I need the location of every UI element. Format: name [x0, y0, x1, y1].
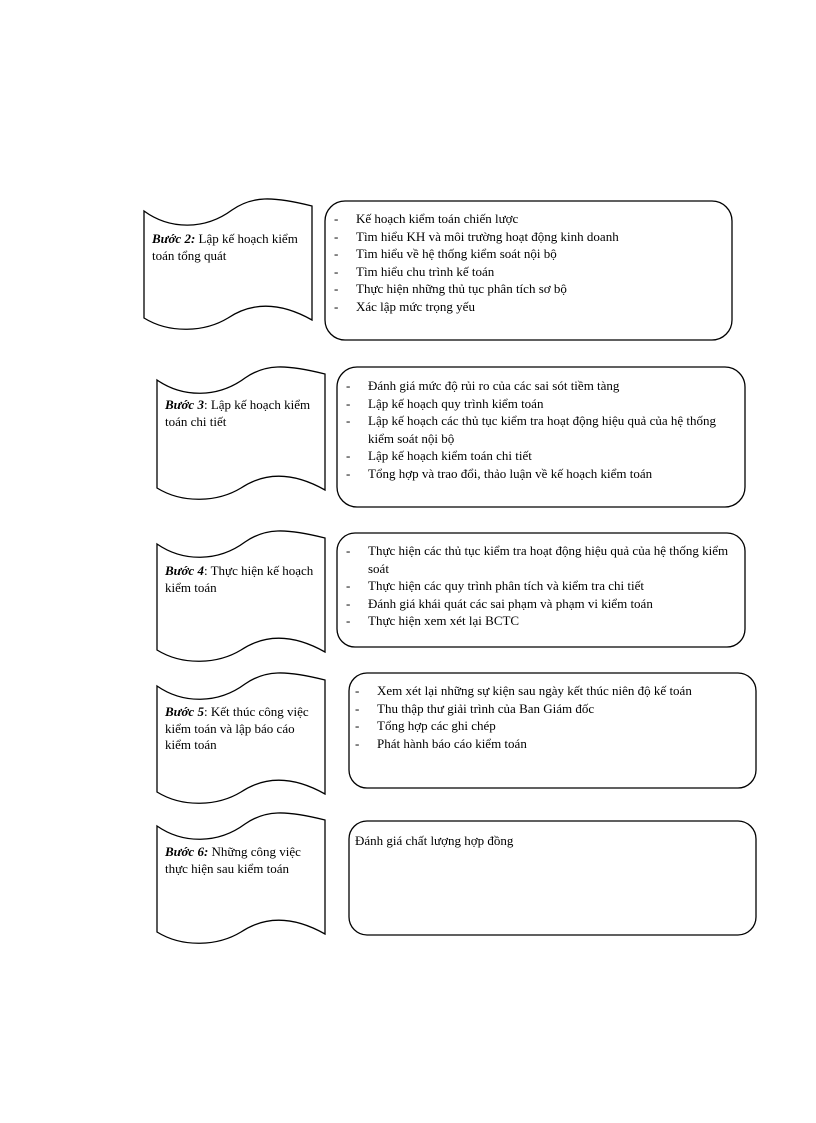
- task-item: - Thực hiện các thủ tục kiểm tra hoạt động hiệu quả của hệ thống kiểm soát: [346, 542, 738, 577]
- task-item: - Phát hành báo cáo kiểm toán: [355, 735, 750, 753]
- task-item: - Thực hiện những thủ tục phân tích sơ bộ: [334, 280, 726, 298]
- step-5-title: : Kết thúc công việc kiểm toán và lập báo cáo kiểm toán: [165, 704, 309, 752]
- step-6-title: Những công việc thực hiện sau kiểm toán: [165, 844, 301, 876]
- task-item: - Thực hiện các quy trình phân tích và kiểm tra chi tiết: [346, 577, 738, 595]
- step-6-number: Bước 6:: [165, 844, 209, 859]
- step-4-document-shape: [157, 531, 325, 661]
- step-5-number: Bước 5: [165, 704, 204, 719]
- step-4-tasks: [346, 542, 738, 630]
- task-item: - Tìm hiểu chu trình kế toán: [334, 263, 726, 281]
- step-6-document-shape: [157, 813, 325, 943]
- task-item: - Lập kế hoạch kiểm toán chi tiết: [346, 447, 738, 465]
- task-item: - Xem xét lại những sự kiện sau ngày kết thúc niên độ kế toán: [355, 682, 750, 700]
- step-5-tasks: [355, 682, 750, 752]
- step-4-number: Bước 4: [165, 563, 204, 578]
- task-item: - Tổng hợp và trao đổi, thảo luận về kế hoạch kiểm toán: [346, 465, 738, 483]
- task-item: - Tìm hiểu về hệ thống kiểm soát nội bộ: [334, 245, 726, 263]
- step-6-label: [165, 844, 315, 877]
- step-3-document-shape: [157, 367, 325, 499]
- task-item: - Thu thập thư giải trình của Ban Giám đốc: [355, 700, 750, 718]
- task-item: - Tìm hiểu KH và môi trường hoạt động kinh doanh: [334, 228, 726, 246]
- task-item: - Đánh giá khái quát các sai phạm và phạm vi kiểm toán: [346, 595, 738, 613]
- step-2-label: [152, 231, 302, 264]
- step-4-title: : Thực hiện kế hoạch kiểm toán: [165, 563, 314, 595]
- task-item: - Đánh giá mức độ rủi ro của các sai sót tiềm tàng: [346, 377, 738, 395]
- step-4-label: [165, 563, 315, 596]
- step-3-title: : Lập kế hoạch kiểm toán chi tiết: [165, 397, 311, 429]
- task-item: - Xác lập mức trọng yếu: [334, 298, 726, 316]
- step-3-label: [165, 397, 315, 430]
- step-2-document-shape: [144, 199, 312, 329]
- step-3-number: Bước 3: [165, 397, 204, 412]
- step-2-tasks: [334, 210, 726, 315]
- step-3-tasks: [346, 377, 738, 482]
- step-5-label: [165, 704, 315, 754]
- task-item: - Lập kế hoạch quy trình kiểm toán: [346, 395, 738, 413]
- task-item: - Kế hoạch kiểm toán chiến lược: [334, 210, 726, 228]
- task-item: - Lập kế hoạch các thủ tục kiểm tra hoạt động hiệu quả của hệ thống kiểm soát nội bộ: [346, 412, 738, 447]
- step-6-tasks: [355, 832, 745, 850]
- step-2-title: Lập kế hoạch kiểm toán tổng quát: [152, 231, 298, 263]
- step-2-number: Bước 2:: [152, 231, 196, 246]
- task-item: - Thực hiện xem xét lại BCTC: [346, 612, 738, 630]
- task-item: - Tổng hợp các ghi chép: [355, 717, 750, 735]
- step-6-text: Đánh giá chất lượng hợp đồng: [355, 833, 514, 848]
